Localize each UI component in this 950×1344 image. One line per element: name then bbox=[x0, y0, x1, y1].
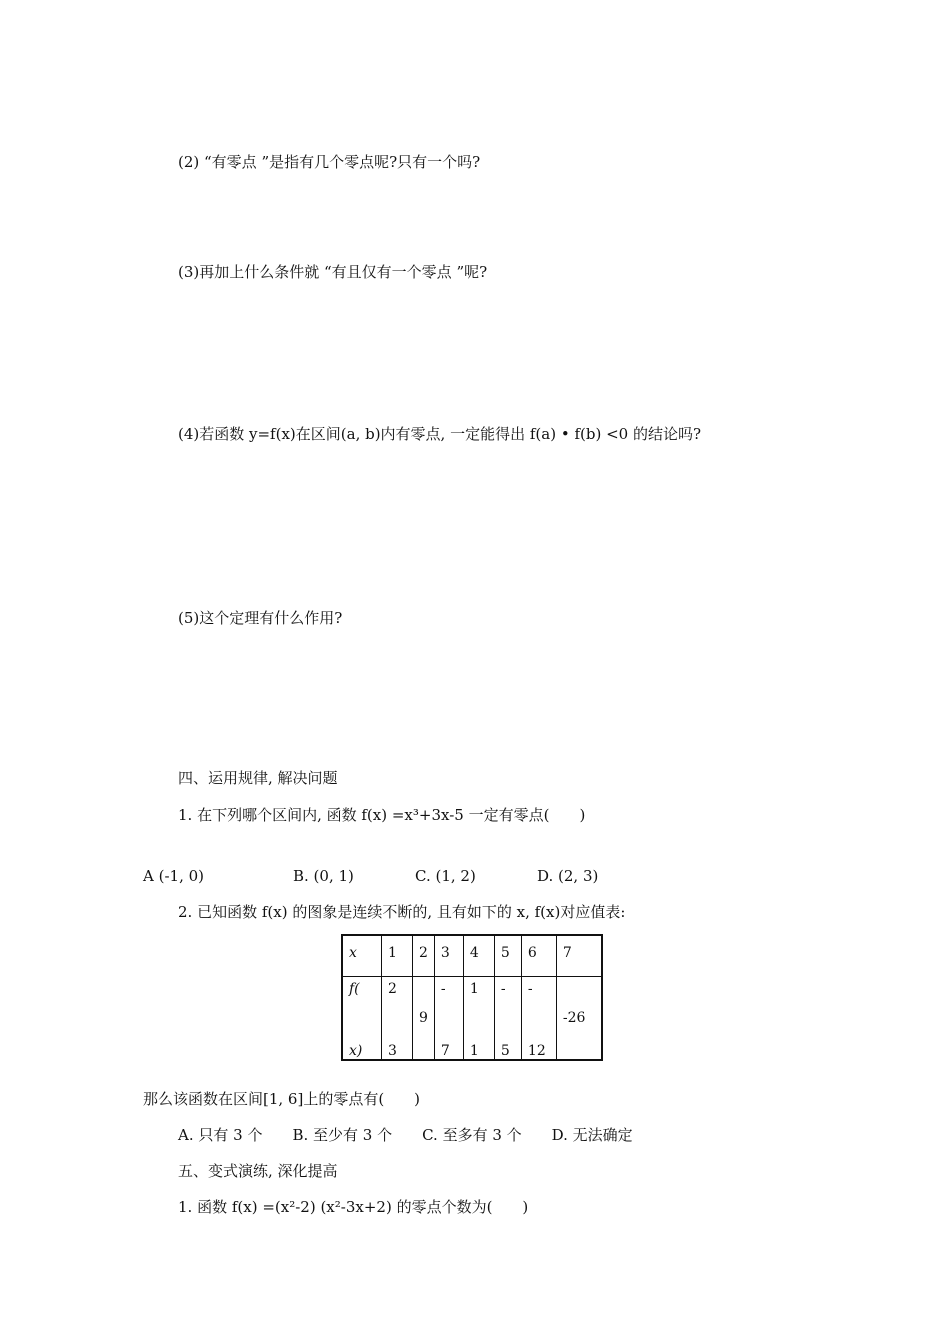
x-header: x bbox=[342, 935, 382, 977]
x-value: 3 bbox=[434, 935, 463, 977]
f-value-bottom: 7 bbox=[440, 1043, 450, 1059]
f-value-bottom: 5 bbox=[500, 1043, 510, 1059]
x-value: 2 bbox=[413, 935, 435, 977]
f-header-bottom: x) bbox=[349, 1043, 363, 1059]
section-5-heading: 五、变式演练, 深化提高 bbox=[178, 1162, 338, 1180]
section-4-heading: 四、运用规律, 解决问题 bbox=[178, 769, 338, 787]
f-value-cell bbox=[413, 977, 435, 1061]
f-header-top: f( bbox=[349, 981, 360, 997]
x-value: 5 bbox=[494, 935, 521, 977]
f-value-cell bbox=[382, 977, 413, 1061]
f-value-top: 1 bbox=[469, 981, 479, 997]
exercise-4-1: 1. 在下列哪个区间内, 函数 f(x) =x³+3x-5 一定有零点( ) bbox=[178, 806, 586, 824]
exercise-5-1: 1. 函数 f(x) =(x²-2) (x²-3x+2) 的零点个数为( ) bbox=[178, 1198, 529, 1216]
f-value-bottom: 1 bbox=[469, 1043, 479, 1059]
table-row bbox=[342, 977, 602, 1061]
f-value-top: - bbox=[500, 981, 506, 997]
f-value-cell bbox=[494, 977, 521, 1061]
f-value-cell bbox=[434, 977, 463, 1061]
answer-choices bbox=[143, 866, 603, 886]
question-4: (4)若函数 y=f(x)在区间(a, b)内有零点, 一定能得出 f(a) • f(b) <0 的结论吗? bbox=[178, 425, 701, 443]
question-2: (2) “有零点 ”是指有几个零点呢?只有一个吗? bbox=[178, 153, 481, 171]
choice-b: B. (0, 1) bbox=[293, 867, 354, 885]
question-5: (5)这个定理有什么作用? bbox=[178, 609, 343, 627]
f-value-mid: -26 bbox=[562, 1010, 586, 1026]
question-3: (3)再加上什么条件就 “有且仅有一个零点 ”呢? bbox=[178, 263, 488, 281]
table-row bbox=[342, 935, 602, 977]
x-value: 6 bbox=[521, 935, 556, 977]
choice-c: C. (1, 2) bbox=[415, 867, 476, 885]
f-value-cell bbox=[463, 977, 494, 1061]
x-value: 7 bbox=[556, 935, 602, 977]
f-value-cell bbox=[556, 977, 602, 1061]
f-value-mid: 9 bbox=[419, 1010, 428, 1026]
f-header bbox=[342, 977, 382, 1061]
exercise-4-2-choices: A. 只有 3 个 B. 至少有 3 个 C. 至多有 3 个 D. 无法确定 bbox=[178, 1126, 633, 1144]
choice-d: D. (2, 3) bbox=[537, 867, 599, 885]
value-table bbox=[341, 934, 603, 1061]
exercise-4-2-question: 那么该函数在区间[1, 6]上的零点有( ) bbox=[143, 1090, 421, 1108]
x-value: 1 bbox=[382, 935, 413, 977]
choice-a: A (-1, 0) bbox=[143, 867, 204, 885]
f-value-top: - bbox=[527, 981, 533, 997]
f-value-bottom: 12 bbox=[527, 1043, 546, 1059]
exercise-4-2: 2. 已知函数 f(x) 的图象是连续不断的, 且有如下的 x, f(x)对应值表: bbox=[178, 903, 626, 921]
f-value-top: - bbox=[440, 981, 446, 997]
f-value-top: 2 bbox=[388, 981, 397, 997]
x-value: 4 bbox=[463, 935, 494, 977]
f-value-cell bbox=[521, 977, 556, 1061]
f-value-bottom: 3 bbox=[388, 1043, 397, 1059]
